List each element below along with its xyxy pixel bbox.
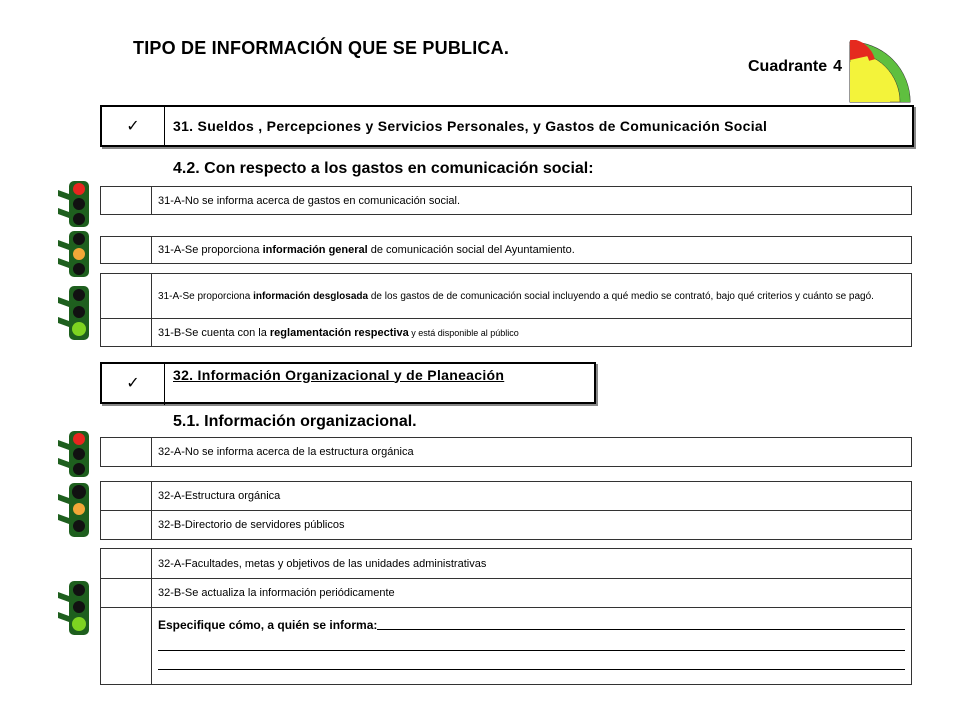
section-32-label: 32. Información Organizacional y de Planeación [164, 362, 594, 405]
checkbox-cell[interactable] [101, 237, 152, 264]
table-row: 31-A-No se informa acerca de gastos en comunicación social. [152, 187, 912, 215]
table-row: 32-B-Se actualiza la información periódicamente [152, 579, 912, 608]
checkbox-cell[interactable] [101, 319, 152, 347]
traffic-light-red-icon [56, 180, 92, 228]
specify-field[interactable]: Especifique cómo, a quién se informa: [152, 608, 912, 685]
page-title: TIPO DE INFORMACIÓN QUE SE PUBLICA. [133, 38, 510, 58]
section-31-label: 31. Sueldos , Percepciones y Servicios Personales, y Gastos de Comunicación Social [164, 107, 912, 145]
table-row: 32-A-Facultades, metas y objetivos de las unidades administrativas [152, 549, 912, 579]
traffic-light-green-icon [56, 580, 92, 636]
traffic-light-red-icon [56, 430, 92, 478]
cuadrante-number: 4 [833, 58, 843, 75]
checkbox-cell[interactable] [101, 482, 152, 511]
table-32-b [100, 481, 912, 540]
section-31-subtitle: 4.2. Con respecto a los gastos en comunicación social: [173, 160, 594, 177]
checkbox-cell[interactable] [101, 187, 152, 215]
checkbox-cell[interactable] [101, 579, 152, 608]
table-row: 31-B-Se cuenta con la reglamentación respectiva y está disponible al público [152, 319, 912, 347]
table-31-b [100, 236, 912, 264]
table-row: 32-A-Estructura orgánica [152, 482, 912, 511]
table-32-a [100, 437, 912, 467]
table-row: 31-A-Se proporciona información general de comunicación social del Ayuntamiento. [152, 237, 912, 264]
traffic-light-yellow-icon [56, 482, 92, 538]
table-row: 32-A-No se informa acerca de la estructura orgánica [152, 438, 912, 467]
checkmark-icon: ✓ [126, 375, 140, 392]
checkbox-cell[interactable] [101, 549, 152, 579]
traffic-light-green-icon [56, 285, 92, 341]
table-31-c [100, 273, 912, 347]
table-31-a [100, 186, 912, 215]
checkmark-icon: ✓ [126, 118, 140, 135]
cuadrante-label: Cuadrante 4 [748, 58, 843, 75]
table-row: 32-B-Directorio de servidores públicos [152, 511, 912, 540]
checkbox-cell[interactable] [101, 274, 152, 319]
checkbox-cell[interactable] [101, 511, 152, 540]
checkbox-cell[interactable] [101, 608, 152, 685]
section-32-header [100, 362, 596, 404]
traffic-light-yellow-icon [56, 230, 92, 278]
section-31-header [100, 105, 914, 147]
table-32-c [100, 548, 912, 685]
table-row: 31-A-Se proporciona información desglosada de los gastos de de comunicación social incluyendo a qué medio se contrató, bajo qué criterios y cuánto se pagó. [152, 274, 912, 319]
section-32-subtitle: 5.1. Información organizacional. [173, 413, 417, 430]
quadrant-graphic [848, 40, 914, 104]
checkbox-cell[interactable] [101, 438, 152, 467]
